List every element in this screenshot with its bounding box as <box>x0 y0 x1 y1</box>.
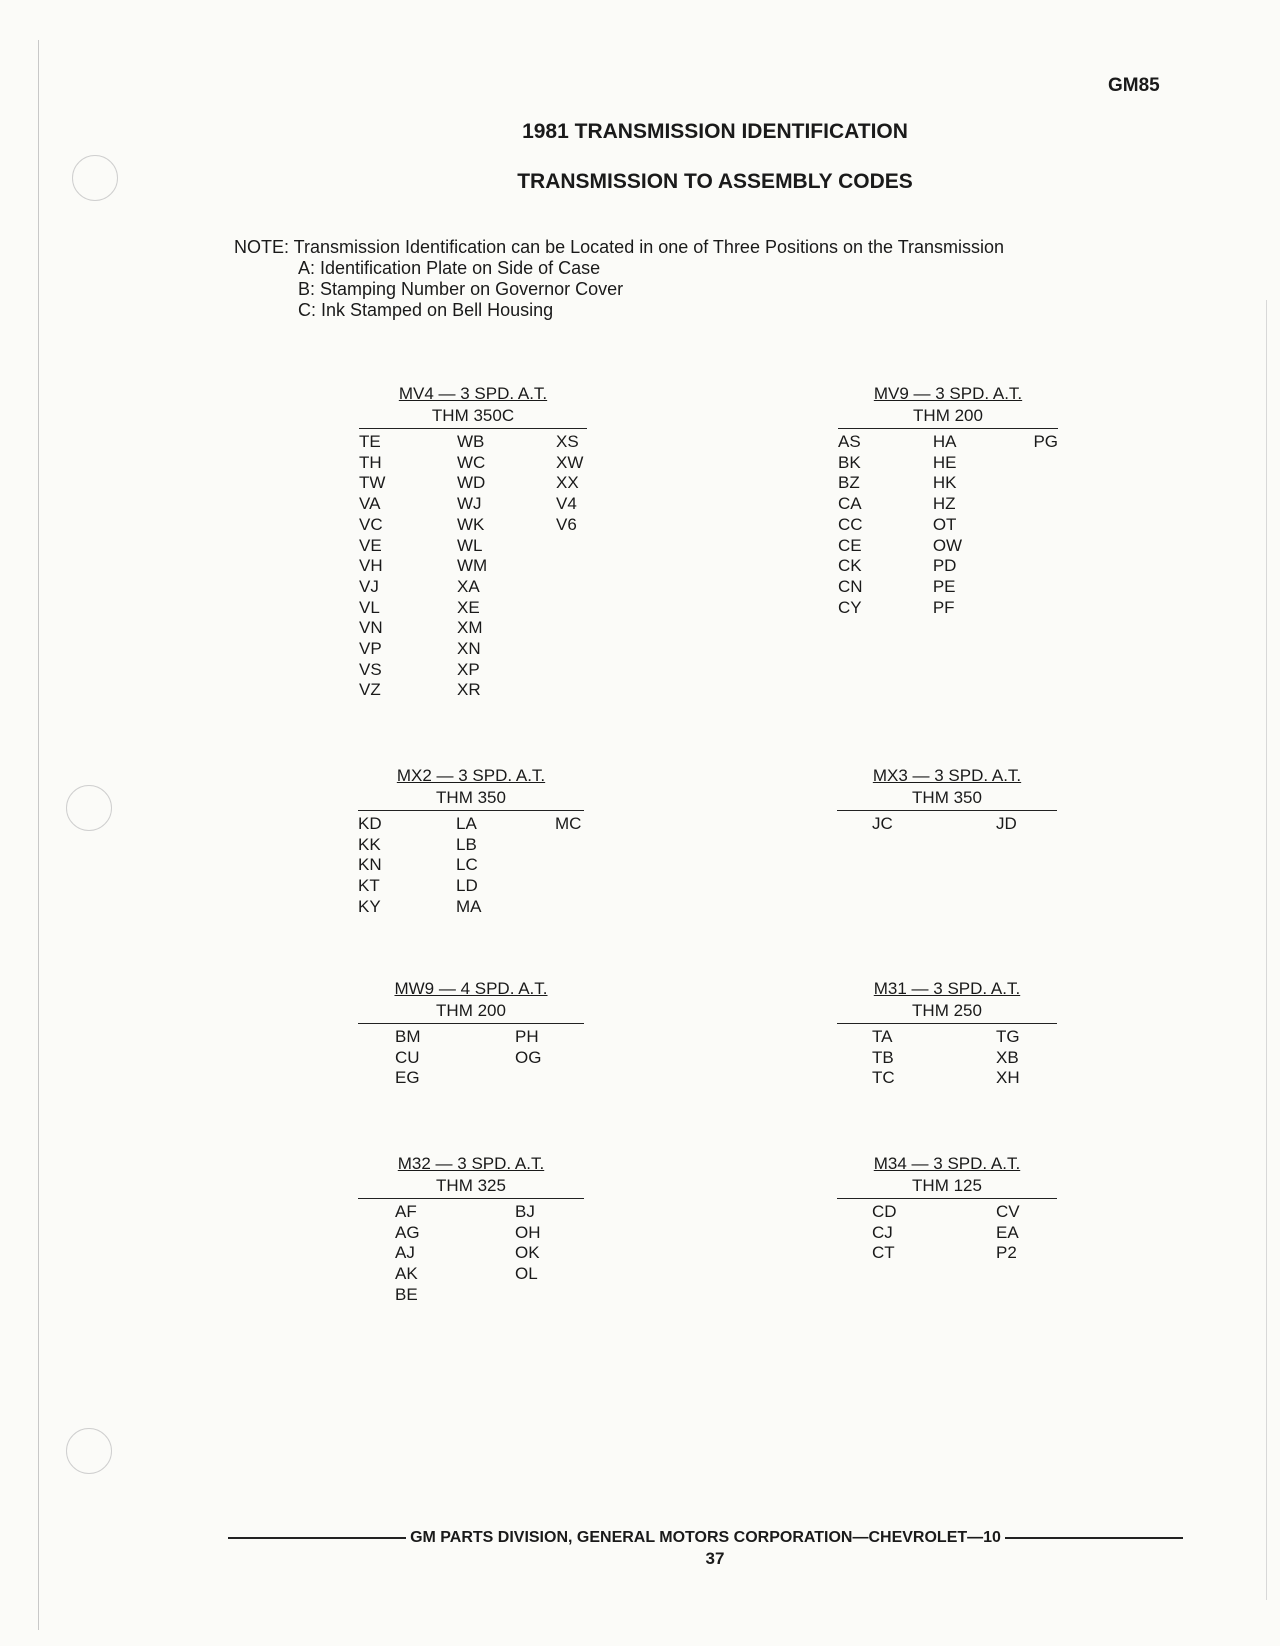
assembly-code: VJ <box>359 576 379 596</box>
code-columns <box>837 814 1057 835</box>
assembly-code: AK <box>395 1264 418 1284</box>
assembly-code: VN <box>359 618 383 638</box>
assembly-code: BJ <box>515 1202 535 1221</box>
assembly-code: PF <box>932 597 955 617</box>
assembly-code: OG <box>515 1047 542 1067</box>
assembly-code: P2 <box>996 1243 1017 1263</box>
assembly-code: WJ <box>457 494 482 514</box>
code-columns <box>838 432 1058 618</box>
assembly-code: XE <box>457 597 480 617</box>
block-model: THM 250 <box>837 1000 1057 1024</box>
assembly-code: LD <box>456 876 478 896</box>
assembly-code: VC <box>359 514 383 534</box>
block-model: THM 325 <box>358 1175 584 1199</box>
footer-rule-right <box>1005 1537 1183 1539</box>
note-text: NOTE: Transmission Identification can be Located in one of Three Positions on the Transmission <box>234 237 1005 257</box>
assembly-code: XX <box>556 473 579 493</box>
page-code: GM85 <box>1108 75 1160 96</box>
assembly-code: VL <box>359 597 380 617</box>
assembly-code: OT <box>932 514 957 534</box>
assembly-code: EA <box>996 1222 1019 1242</box>
assembly-code: MC <box>555 814 582 833</box>
code-column <box>933 432 1034 618</box>
assembly-code: AF <box>395 1202 417 1221</box>
code-column <box>515 1027 541 1089</box>
assembly-code: PH <box>515 1027 539 1046</box>
assembly-code: WB <box>457 432 485 451</box>
assembly-code: JD <box>996 814 1017 833</box>
assembly-code: MA <box>456 896 482 916</box>
code-columns <box>358 1027 584 1089</box>
assembly-code: OH <box>515 1222 541 1242</box>
assembly-code: JC <box>872 814 893 833</box>
block-heading: MV9 — 3 SPD. A.T. <box>873 384 1023 403</box>
transmission-block <box>358 1153 584 1306</box>
assembly-code: TA <box>872 1027 893 1046</box>
assembly-code: CC <box>838 514 863 534</box>
assembly-code: V4 <box>556 494 577 514</box>
assembly-code: VH <box>359 556 383 576</box>
assembly-code: BM <box>395 1027 421 1046</box>
assembly-code: CK <box>838 556 862 576</box>
assembly-code: CJ <box>872 1222 893 1242</box>
assembly-code: PE <box>932 576 956 596</box>
assembly-code: OK <box>515 1243 540 1263</box>
code-column <box>555 814 581 918</box>
block-heading: MX3 — 3 SPD. A.T. <box>872 766 1022 785</box>
assembly-code: VZ <box>359 680 381 700</box>
assembly-code: WM <box>457 556 488 576</box>
margin-line <box>38 40 39 1630</box>
code-column <box>996 1027 1020 1089</box>
transmission-block <box>358 978 584 1089</box>
block-model: THM 350C <box>359 405 587 429</box>
assembly-code: TW <box>359 473 386 493</box>
assembly-code: AS <box>838 432 861 451</box>
block-model: THM 200 <box>838 405 1058 429</box>
assembly-code: TH <box>359 452 382 472</box>
assembly-code: VE <box>359 535 382 555</box>
assembly-code: CT <box>872 1243 895 1263</box>
assembly-code: VS <box>359 659 382 679</box>
code-column <box>456 814 555 918</box>
code-column <box>358 1027 515 1089</box>
assembly-code: XM <box>457 618 483 638</box>
assembly-code: CY <box>838 597 862 617</box>
assembly-code: HA <box>932 432 957 451</box>
transmission-block <box>837 765 1057 835</box>
assembly-code: OL <box>515 1264 538 1284</box>
code-column <box>996 1202 1020 1264</box>
assembly-code: HK <box>932 473 957 493</box>
assembly-code: XH <box>996 1068 1020 1088</box>
assembly-code: XP <box>457 659 480 679</box>
transmission-block <box>838 383 1058 618</box>
assembly-code: WL <box>457 535 483 555</box>
assembly-code: KN <box>358 855 382 875</box>
code-column <box>358 1202 515 1306</box>
code-columns <box>358 814 584 918</box>
assembly-code: WC <box>457 452 486 472</box>
note <box>234 237 1004 321</box>
punch-hole <box>66 785 112 831</box>
code-column <box>457 432 556 701</box>
assembly-code: HZ <box>932 494 956 514</box>
footer <box>228 1529 1183 1547</box>
block-heading: MV4 — 3 SPD. A.T. <box>398 384 548 403</box>
assembly-code: LC <box>456 855 478 875</box>
assembly-code: XA <box>457 576 480 596</box>
transmission-block <box>359 383 587 701</box>
block-model: THM 350 <box>837 787 1057 811</box>
assembly-code: CE <box>838 535 862 555</box>
assembly-code: XN <box>457 639 481 659</box>
code-column <box>556 432 583 701</box>
code-column <box>515 1202 541 1306</box>
assembly-code: KD <box>358 814 382 833</box>
assembly-code: CV <box>996 1202 1020 1221</box>
transmission-block <box>837 1153 1057 1264</box>
code-column <box>837 1202 996 1264</box>
block-model: THM 350 <box>358 787 584 811</box>
assembly-code: HE <box>932 452 957 472</box>
block-model: THM 125 <box>837 1175 1057 1199</box>
code-columns <box>359 432 587 701</box>
assembly-code: EG <box>395 1068 420 1088</box>
transmission-block <box>358 765 584 918</box>
assembly-code: XR <box>457 680 481 700</box>
block-heading: MW9 — 4 SPD. A.T. <box>394 979 548 998</box>
code-column <box>1033 432 1058 618</box>
note-item-c: C: Ink Stamped on Bell Housing <box>298 300 554 320</box>
footer-text: GM PARTS DIVISION, GENERAL MOTORS CORPORATION—CHEVROLET—10 <box>410 1529 1001 1546</box>
code-column <box>837 1027 996 1089</box>
punch-hole <box>66 1428 112 1474</box>
block-heading: M32 — 3 SPD. A.T. <box>397 1154 545 1173</box>
assembly-code: XS <box>556 432 579 451</box>
code-column <box>359 432 457 701</box>
assembly-code: LB <box>456 834 477 854</box>
block-model: THM 200 <box>358 1000 584 1024</box>
transmission-block <box>837 978 1057 1089</box>
code-column <box>358 814 456 918</box>
assembly-code: TG <box>996 1027 1020 1046</box>
assembly-code: KT <box>358 876 380 896</box>
assembly-code: VA <box>359 494 381 514</box>
assembly-code: BE <box>395 1284 418 1304</box>
block-heading: MX2 — 3 SPD. A.T. <box>396 766 546 785</box>
assembly-code: LA <box>456 814 477 833</box>
assembly-code: TB <box>872 1047 894 1067</box>
page-title: 1981 TRANSMISSION IDENTIFICATION <box>522 120 908 143</box>
assembly-code: VP <box>359 639 382 659</box>
assembly-code: WK <box>457 514 485 534</box>
assembly-code: KK <box>358 834 381 854</box>
assembly-code: BK <box>838 452 861 472</box>
assembly-code: PD <box>932 556 957 576</box>
assembly-code: KY <box>358 896 381 916</box>
assembly-code: CN <box>838 576 863 596</box>
code-columns <box>837 1202 1057 1264</box>
code-columns <box>837 1027 1057 1089</box>
page-number: 37 <box>705 1549 725 1568</box>
assembly-code: PG <box>1033 432 1058 451</box>
assembly-code: TC <box>872 1068 895 1088</box>
assembly-code: XB <box>996 1047 1019 1067</box>
assembly-code: XW <box>556 452 584 472</box>
assembly-code: OW <box>932 535 963 555</box>
assembly-code: V6 <box>556 514 577 534</box>
assembly-code: CU <box>395 1047 420 1067</box>
code-column <box>838 432 933 618</box>
code-column <box>837 814 996 835</box>
block-heading: M31 — 3 SPD. A.T. <box>873 979 1021 998</box>
assembly-code: CD <box>872 1202 897 1221</box>
note-item-a: A: Identification Plate on Side of Case <box>298 258 601 278</box>
footer-rule-left <box>228 1537 406 1539</box>
note-item-b: B: Stamping Number on Governor Cover <box>298 279 624 299</box>
code-column <box>996 814 1017 835</box>
right-margin-line <box>1266 300 1267 1600</box>
code-columns <box>358 1202 584 1306</box>
page-subtitle: TRANSMISSION TO ASSEMBLY CODES <box>517 170 913 193</box>
assembly-code: AG <box>395 1222 420 1242</box>
assembly-code: WD <box>457 473 486 493</box>
block-heading: M34 — 3 SPD. A.T. <box>873 1154 1021 1173</box>
assembly-code: CA <box>838 494 862 514</box>
assembly-code: BZ <box>838 473 860 493</box>
assembly-code: AJ <box>395 1243 415 1263</box>
assembly-code: TE <box>359 432 381 451</box>
